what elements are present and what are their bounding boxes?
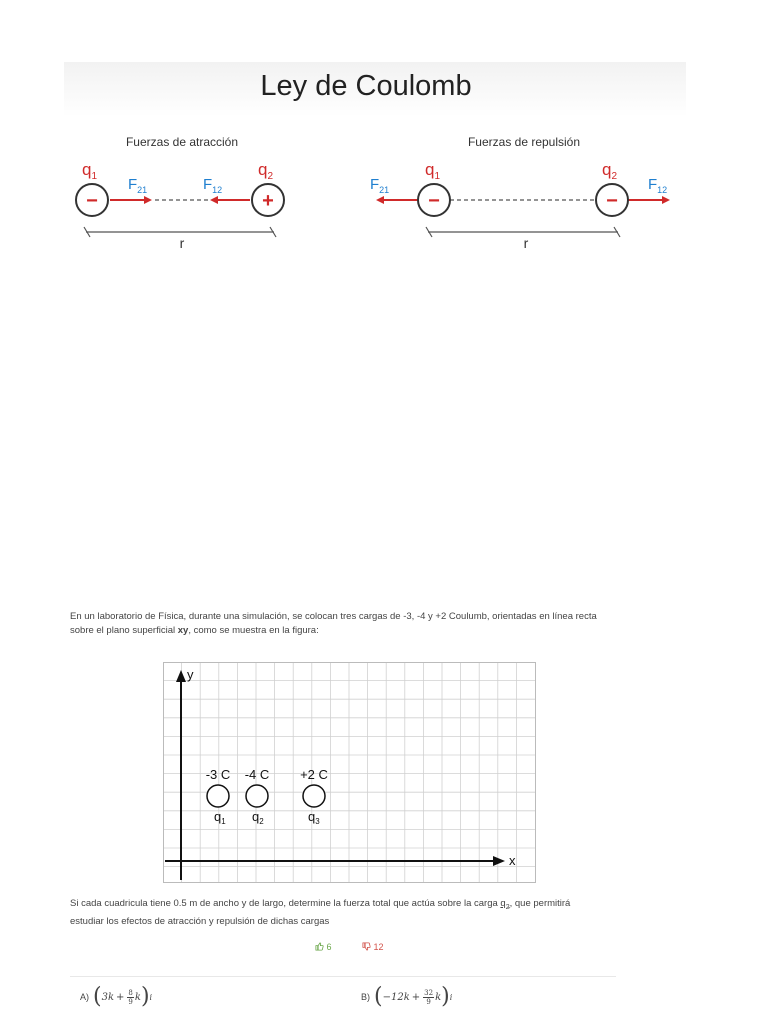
charge-q2-value: -4 C — [244, 767, 270, 782]
attraction-sign-q2: + — [262, 190, 274, 212]
divider — [70, 976, 616, 977]
attraction-sign-q1: − — [86, 190, 98, 212]
charge-q1-label: $q_1$ — [214, 809, 226, 826]
problem-question — [70, 897, 630, 929]
option-b[interactable] — [361, 986, 452, 1008]
charge-q1-value: -3 C — [205, 767, 231, 782]
downvote-count: 12 — [373, 942, 384, 952]
option-b-label: B) — [361, 992, 370, 1002]
thumbs-up-icon — [315, 942, 324, 951]
attraction-q2-label: $q_2$ — [258, 160, 274, 182]
page-title: Ley de Coulomb — [260, 70, 472, 102]
problem-intro — [70, 610, 630, 638]
charge-q2-label: $q_2$ — [252, 809, 264, 826]
option-a-label: A) — [80, 992, 89, 1002]
option-a[interactable] — [80, 986, 152, 1008]
repulsion-r-label: r — [523, 235, 529, 251]
option-b-expression: ( −12k + $\frac{32}{9}$ k ) i — [374, 984, 453, 1009]
upvote-count: 6 — [326, 942, 332, 952]
charge-q2-circle — [246, 785, 268, 807]
charge-q3-circle — [303, 785, 325, 807]
repulsion-arrowhead-f12 — [662, 196, 670, 204]
charge-q3-label: $q_3$ — [308, 809, 320, 826]
y-axis-label: y — [187, 667, 194, 682]
repulsion-q2-label: $q_2$ — [602, 160, 618, 182]
repulsion-diagram — [362, 128, 682, 253]
attraction-q1-label: $q_1$ — [82, 160, 98, 182]
repulsion-f21-label: $F_{21}$ — [370, 176, 390, 195]
repulsion-arrowhead-f21 — [376, 196, 384, 204]
attraction-diagram — [60, 128, 310, 253]
problem-question-line1: Si cada cuadricula tiene 0.5 m de ancho y de largo, determine la fuerza total que actúa sobre la carga $q_2$, que permitirá — [70, 898, 571, 911]
repulsion-f12-label: $F_{12}$ — [648, 176, 668, 195]
charges-grid-figure — [163, 662, 538, 884]
thumbs-down-icon — [362, 942, 371, 951]
attraction-f12-label: $F_{12}$ — [203, 176, 223, 195]
attraction-heading: Fuerzas de atracción — [125, 135, 239, 149]
repulsion-sign-q1: − — [428, 190, 440, 212]
repulsion-heading: Fuerzas de repulsión — [467, 135, 581, 149]
attraction-f21-label: $F_{21}$ — [128, 176, 148, 195]
repulsion-sign-q2: − — [606, 190, 618, 212]
problem-intro-line2: sobre el plano superficial xy, como se muestra en la figura: — [70, 625, 319, 636]
x-axis-label: x — [509, 853, 516, 868]
problem-intro-line1: En un laboratorio de Física, durante una simulación, se colocan tres cargas de -3, -4 y +2 Coulumb, orientadas en línea recta — [70, 611, 597, 622]
downvote-button[interactable] — [362, 942, 384, 952]
attraction-r-label: r — [179, 235, 185, 251]
upvote-button[interactable] — [315, 942, 332, 952]
charge-q1-circle — [207, 785, 229, 807]
attraction-arrowhead-f21 — [144, 196, 152, 204]
attraction-arrowhead-f12 — [210, 196, 218, 204]
charge-q3-value: +2 C — [300, 767, 328, 782]
problem-question-line2: estudiar los efectos de atracción y repulsión de dichas cargas — [70, 915, 330, 927]
repulsion-q1-label: $q_1$ — [425, 160, 441, 182]
option-a-expression: ( 3k + $\frac{8}{9}$ k ) i — [93, 984, 153, 1009]
